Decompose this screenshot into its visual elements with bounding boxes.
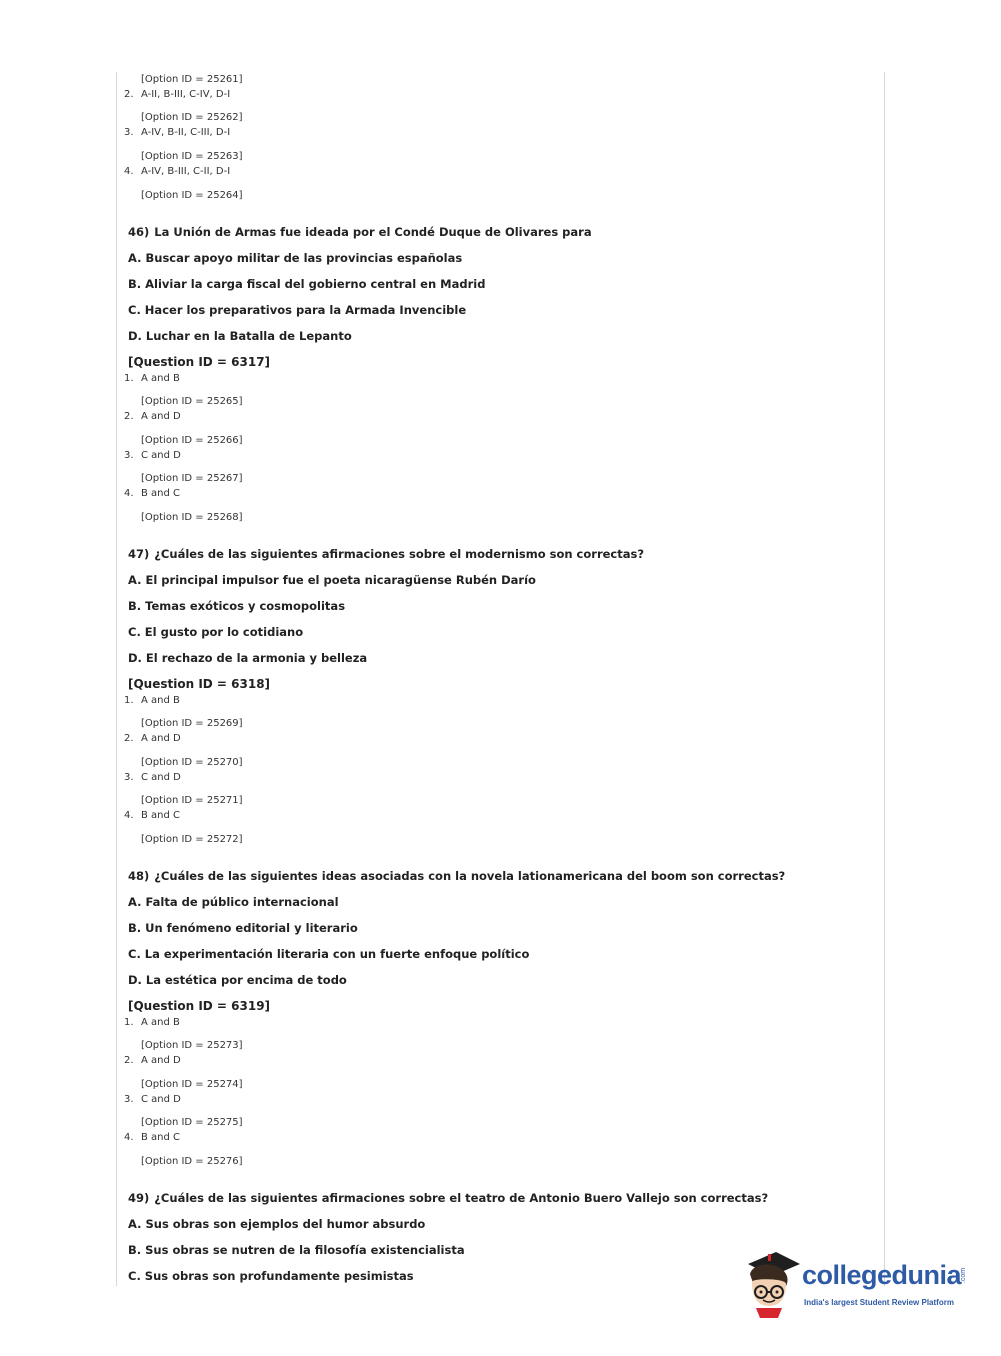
question-text: La Unión de Armas fue ideada por el Condé Duque de Olivares para — [154, 225, 592, 239]
option-id: [Option ID = 25267] — [141, 473, 243, 484]
question-id: [Question ID = 6317] — [128, 355, 271, 369]
statement: D. Luchar en la Batalla de Lepanto — [128, 329, 352, 343]
option-row[interactable] — [124, 166, 230, 178]
statement: C. La experimentación literaria con un fuerte enfoque político — [128, 947, 530, 961]
logo-tagline: India's largest Student Review Platform — [804, 1298, 954, 1307]
option-number: 4. — [124, 1132, 134, 1143]
option-row[interactable] — [124, 373, 180, 385]
option-id: [Option ID = 25265] — [141, 396, 243, 407]
question-number: 47) — [128, 547, 150, 561]
option-number: 3. — [124, 1094, 134, 1105]
option-id: [Option ID = 25268] — [141, 512, 243, 523]
option-row[interactable] — [124, 1017, 180, 1029]
statement: A. El principal impulsor fue el poeta nicaragüense Rubén Darío — [128, 573, 536, 587]
option-id: [Option ID = 25275] — [141, 1117, 243, 1128]
option-row[interactable] — [124, 1094, 181, 1106]
question-title — [128, 869, 785, 883]
option-row[interactable] — [124, 1055, 181, 1067]
option-text: A and B — [141, 1017, 180, 1028]
page-frame-left — [116, 72, 117, 1286]
option-row[interactable] — [124, 733, 181, 745]
option-text: A-IV, B-III, C-II, D-I — [141, 166, 231, 177]
logo-wordmark: collegedunia — [802, 1260, 962, 1290]
option-row[interactable] — [124, 450, 181, 462]
option-row[interactable] — [124, 127, 230, 139]
statement: D. El rechazo de la armonia y belleza — [128, 651, 368, 665]
option-number: 1. — [124, 373, 134, 384]
statement: C. Sus obras son profundamente pesimistas — [128, 1269, 414, 1283]
option-text: B and C — [141, 810, 181, 821]
option-text: B and C — [141, 488, 181, 499]
option-text: C and D — [141, 1094, 181, 1105]
question-text: ¿Cuáles de las siguientes afirmaciones sobre el modernismo son correctas? — [154, 547, 645, 561]
option-row[interactable] — [124, 89, 230, 101]
statement: A. Buscar apoyo militar de las provincias españolas — [128, 251, 463, 265]
logo-suffix: .com — [960, 1267, 968, 1284]
question-number: 48) — [128, 869, 150, 883]
question-number: 46) — [128, 225, 150, 239]
statement: B. Aliviar la carga fiscal del gobierno central en Madrid — [128, 277, 486, 291]
option-text: A and D — [141, 411, 181, 422]
question-title — [128, 547, 644, 561]
option-row[interactable] — [124, 488, 180, 500]
option-number: 3. — [124, 450, 134, 461]
option-row[interactable] — [124, 810, 180, 822]
option-row[interactable] — [124, 772, 181, 784]
question-title — [128, 1191, 768, 1205]
question-id: [Question ID = 6318] — [128, 677, 271, 691]
option-text: A and B — [141, 695, 180, 706]
question-id: [Question ID = 6319] — [128, 999, 271, 1013]
option-text: A-IV, B-II, C-III, D-I — [141, 127, 231, 138]
option-number: 2. — [124, 733, 134, 744]
option-id: [Option ID = 25263] — [141, 151, 243, 162]
option-number: 1. — [124, 695, 134, 706]
statement: C. El gusto por lo cotidiano — [128, 625, 304, 639]
option-number: 3. — [124, 127, 134, 138]
option-id: [Option ID = 25269] — [141, 718, 243, 729]
option-text: A and D — [141, 733, 181, 744]
option-text: C and D — [141, 772, 181, 783]
page-frame-right — [884, 72, 885, 1286]
option-id: [Option ID = 25262] — [141, 112, 243, 123]
option-id: [Option ID = 25270] — [141, 757, 243, 768]
option-number: 2. — [124, 1055, 134, 1066]
option-number: 4. — [124, 166, 134, 177]
option-id: [Option ID = 25273] — [141, 1040, 243, 1051]
option-text: C and D — [141, 450, 181, 461]
question-text: ¿Cuáles de las siguientes ideas asociadas con la novela lationamericana del boom son correctas? — [154, 869, 786, 883]
statement: A. Falta de público internacional — [128, 895, 339, 909]
option-number: 4. — [124, 488, 134, 499]
option-id: [Option ID = 25266] — [141, 435, 243, 446]
option-row[interactable] — [124, 695, 180, 707]
option-number: 4. — [124, 810, 134, 821]
option-id: [Option ID = 25272] — [141, 834, 243, 845]
statement: D. La estética por encima de todo — [128, 973, 347, 987]
option-row[interactable] — [124, 411, 181, 423]
question-title — [128, 225, 592, 239]
option-number: 3. — [124, 772, 134, 783]
option-id: [Option ID = 25271] — [141, 795, 243, 806]
statement: B. Temas exóticos y cosmopolitas — [128, 599, 346, 613]
option-id: [Option ID = 25274] — [141, 1079, 243, 1090]
option-text: B and C — [141, 1132, 181, 1143]
question-text: ¿Cuáles de las siguientes afirmaciones sobre el teatro de Antonio Buero Vallejo son correctas? — [154, 1191, 769, 1205]
option-id: [Option ID = 25264] — [141, 190, 243, 201]
question-number: 49) — [128, 1191, 150, 1205]
option-id: [Option ID = 25276] — [141, 1156, 243, 1167]
option-row[interactable] — [124, 1132, 180, 1144]
option-text: A-II, B-III, C-IV, D-I — [141, 89, 231, 100]
statement: B. Un fenómeno editorial y literario — [128, 921, 358, 935]
statement: C. Hacer los preparativos para la Armada Invencible — [128, 303, 467, 317]
option-number: 1. — [124, 1017, 134, 1028]
collegedunia-logo[interactable] — [742, 1248, 972, 1320]
statement: B. Sus obras se nutren de la filosofía existencialista — [128, 1243, 465, 1257]
option-number: 2. — [124, 411, 134, 422]
option-number: 2. — [124, 89, 134, 100]
option-text: A and B — [141, 373, 180, 384]
statement: A. Sus obras son ejemplos del humor absurdo — [128, 1217, 426, 1231]
option-text: A and D — [141, 1055, 181, 1066]
mascot-icon — [742, 1248, 804, 1320]
option-id: [Option ID = 25261] — [141, 74, 243, 85]
